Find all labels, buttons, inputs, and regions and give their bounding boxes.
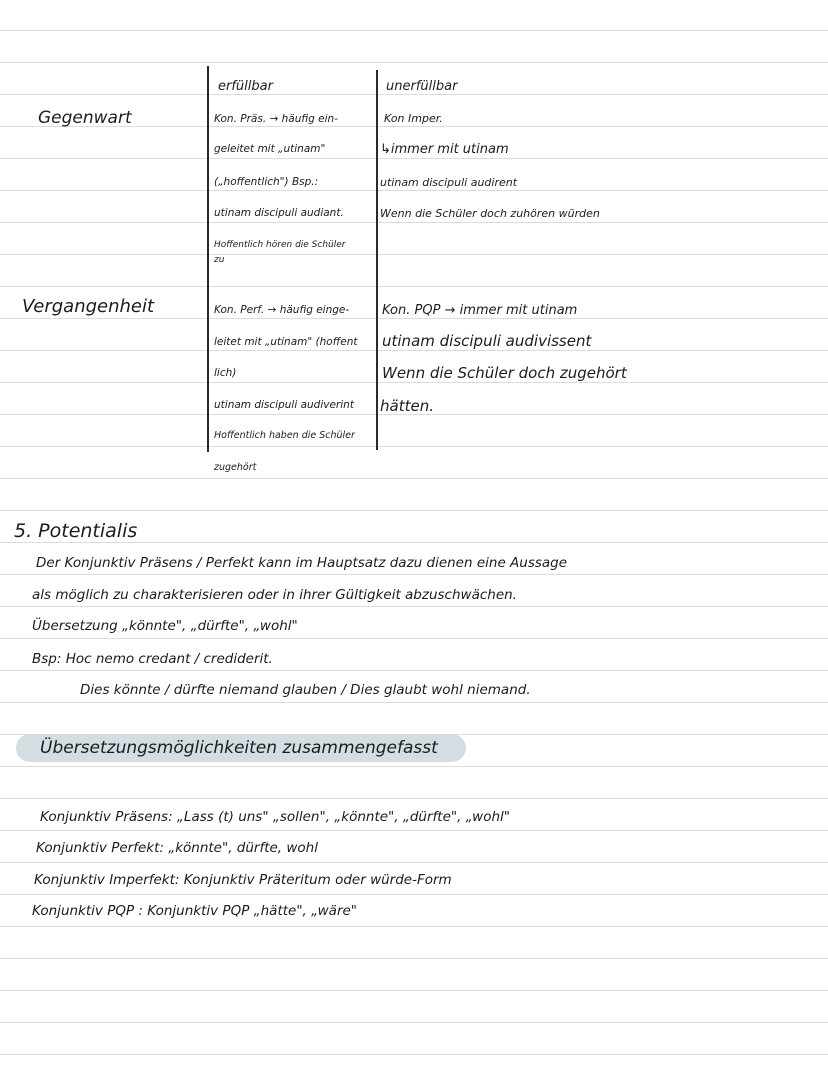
table-divider-right bbox=[376, 70, 378, 450]
past-right-line: hätten. bbox=[380, 397, 434, 415]
present-left-line: utinam discipuli audiant. bbox=[214, 207, 344, 219]
summary-line: Konjunktiv Imperfekt: Konjunktiv Präteritum oder würde-Form bbox=[34, 872, 452, 888]
summary-heading: Übersetzungsmöglichkeiten zusammengefasst bbox=[40, 738, 438, 758]
table-header-right: unerfüllbar bbox=[386, 79, 458, 94]
row-label-present: Gegenwart bbox=[38, 108, 132, 128]
potentialis-line: Übersetzung „könnte", „dürfte", „wohl" bbox=[32, 618, 298, 634]
past-left-line: zugehört bbox=[214, 462, 257, 473]
present-right-line: ↳immer mit utinam bbox=[380, 142, 509, 157]
past-right-line: Kon. PQP → immer mit utinam bbox=[382, 303, 578, 318]
table-header-left: erfüllbar bbox=[218, 79, 273, 94]
row-label-past: Vergangenheit bbox=[22, 296, 155, 317]
past-right-line: Wenn die Schüler doch zugehört bbox=[382, 364, 627, 382]
potentialis-heading: 5. Potentialis bbox=[14, 520, 138, 542]
present-left-line: zu bbox=[214, 255, 225, 265]
summary-line: Konjunktiv Perfekt: „könnte", dürfte, wohl bbox=[36, 840, 318, 856]
present-right-line: Wenn die Schüler doch zuhören würden bbox=[380, 207, 600, 220]
past-left-line: Hoffentlich haben die Schüler bbox=[214, 430, 355, 441]
present-left-line: („hoffentlich") Bsp.: bbox=[214, 176, 319, 188]
present-right-line: Kon Imper. bbox=[384, 112, 443, 125]
past-left-line: leitet mit „utinam" (hoffent bbox=[214, 336, 358, 348]
potentialis-line: Dies könnte / dürfte niemand glauben / Dies glaubt wohl niemand. bbox=[80, 682, 531, 698]
present-left-line: Hoffentlich hören die Schüler bbox=[214, 240, 346, 250]
summary-line: Konjunktiv PQP : Konjunktiv PQP „hätte", „wäre" bbox=[32, 903, 358, 919]
summary-line: Konjunktiv Präsens: „Lass (t) uns" „sollen", „könnte", „dürfte", „wohl" bbox=[40, 809, 510, 825]
potentialis-line: Bsp: Hoc nemo credant / crediderit. bbox=[32, 651, 273, 667]
potentialis-line: Der Konjunktiv Präsens / Perfekt kann im Hauptsatz dazu dienen eine Aussage bbox=[36, 555, 568, 571]
past-left-line: lich) bbox=[214, 367, 237, 379]
past-left-line: Kon. Perf. → häufig einge- bbox=[214, 304, 350, 316]
potentialis-line: als möglich zu charakterisieren oder in ihrer Gültigkeit abzuschwächen. bbox=[32, 587, 517, 603]
past-left-line: utinam discipuli audiverint bbox=[214, 399, 354, 411]
table-divider-left bbox=[207, 66, 209, 452]
present-right-line: utinam discipuli audirent bbox=[380, 176, 518, 189]
past-right-line: utinam discipuli audivissent bbox=[382, 332, 592, 350]
present-left-line: Kon. Präs. → häufig ein- bbox=[214, 113, 338, 125]
present-left-line: geleitet mit „utinam" bbox=[214, 143, 326, 155]
